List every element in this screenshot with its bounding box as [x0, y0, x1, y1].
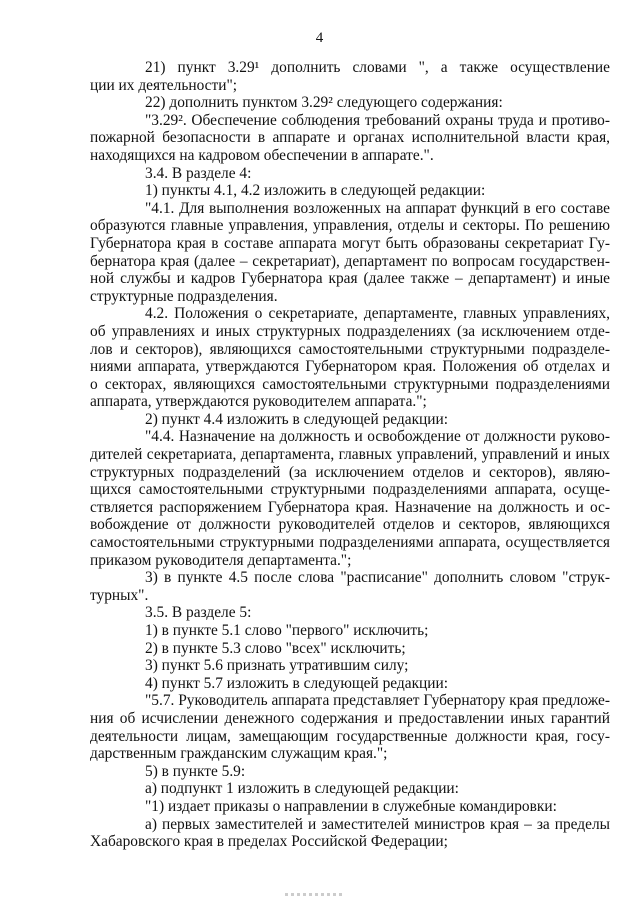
text-line: 4.2. Положения о секретариате, департаменте, главных управлениях,: [145, 305, 610, 323]
text-line: образуются главные управления, управления, отделы и секторы. По решению: [90, 217, 610, 235]
text-line: 1) пункты 4.1, 4.2 изложить в следующей редакции:: [145, 182, 486, 200]
text-line: об управлениях и иных структурных подразделениях (за исключением отде-: [90, 322, 610, 340]
text-line: 22) дополнить пунктом 3.29² следующего содержания:: [145, 94, 503, 112]
text-line: "5.7. Руководитель аппарата представляет Губернатору края предложе-: [145, 692, 610, 710]
text-line: ниями аппарата, утверждаются Губернатором края. Положения об отделах и: [90, 358, 610, 376]
page-number: 4: [315, 30, 324, 46]
text-line: 2) в пункте 5.3 слово "всех" исключить;: [145, 639, 406, 657]
text-line: 1) в пункте 5.1 слово "первого" исключить;: [145, 622, 429, 639]
text-line: находящихся на кадровом обеспечении в аппарате.".: [90, 146, 434, 164]
text-line: 21) пункт 3.29¹ дополнить словами ", а также осуществление: [145, 59, 610, 76]
document-text: [90, 59, 610, 851]
text-line: турных".: [90, 586, 149, 604]
text-line: Хабаровского края в пределах Российской Федерации;: [90, 833, 448, 851]
text-line: 3) в пункте 4.5 после слова "расписание" дополнить словом "струк-: [145, 569, 610, 587]
text-line: дарственным гражданским служащим края.";: [90, 745, 388, 763]
text-line: Губернатора края в составе аппарата могут быть образованы секретариат Гу-: [90, 234, 610, 252]
text-line: 5) в пункте 5.9:: [145, 762, 246, 780]
text-line: структурных подразделений (за исключением отделов и секторов), являю-: [90, 463, 610, 481]
text-line: 4) пункт 5.7 изложить в следующей редакции:: [145, 674, 449, 692]
text-line: щихся самостоятельными структурными подразделениями аппарата, осуще-: [90, 481, 610, 499]
text-line: деятельности лицам, замещающим государственные должности края, госу-: [90, 727, 610, 745]
text-line: аппарата, утверждаются руководителем аппарата.";: [90, 393, 427, 411]
text-line: "4.1. Для выполнения возложенных на аппарат функций в его составе: [145, 199, 610, 217]
text-line: "1) издает приказы о направлении в служебные командировки:: [145, 797, 557, 815]
text-line: ной службы и кадров Губернатора края (далее также – департамент) и иные: [90, 270, 610, 288]
scan-artifact: [285, 893, 345, 896]
text-line: ции их деятельности";: [90, 76, 238, 94]
text-line: самостоятельными структурными подразделениями аппарата, осуществляется: [90, 534, 610, 552]
text-line: 2) пункт 4.4 изложить в следующей редакции:: [145, 410, 449, 428]
text-line: структурные подразделения.: [90, 287, 278, 305]
text-line: а) первых заместителей и заместителей министров края – за пределы: [145, 815, 610, 833]
text-line: а) подпункт 1 изложить в следующей редакции:: [145, 780, 459, 798]
text-line: дителей секретариата, департамента, главных управлений, управлений и иных: [90, 446, 610, 464]
text-line: бернатора края (далее – секретариат), департамент по вопросам государствен-: [90, 252, 610, 270]
text-line: 3) пункт 5.6 признать утратившим силу;: [145, 657, 409, 675]
text-line: ствляется распоряжением Губернатора края. Назначение на должность и ос-: [90, 498, 610, 516]
text-line: пожарной безопасности в аппарате и органах исполнительной власти края,: [90, 129, 610, 147]
text-line: приказом руководителя департамента.";: [90, 551, 352, 569]
text-line: 3.4. В разделе 4:: [145, 164, 252, 182]
text-line: о секторах, являющихся самостоятельными структурными подразделениями: [90, 375, 610, 393]
text-line: "3.29². Обеспечение соблюдения требований охраны труда и противо-: [145, 111, 610, 129]
text-line: вобождение от должности руководителей отделов и секторов, являющихся: [90, 516, 610, 534]
text-line: 3.5. В разделе 5:: [145, 604, 252, 622]
text-line: лов и секторов), являющихся самостоятельными структурными подразделе-: [90, 340, 610, 358]
text-line: ния об исчислении денежного содержания и предоставлении иных гарантий: [90, 709, 610, 727]
text-line: "4.4. Назначение на должность и освобождение от должности руково-: [145, 428, 610, 446]
